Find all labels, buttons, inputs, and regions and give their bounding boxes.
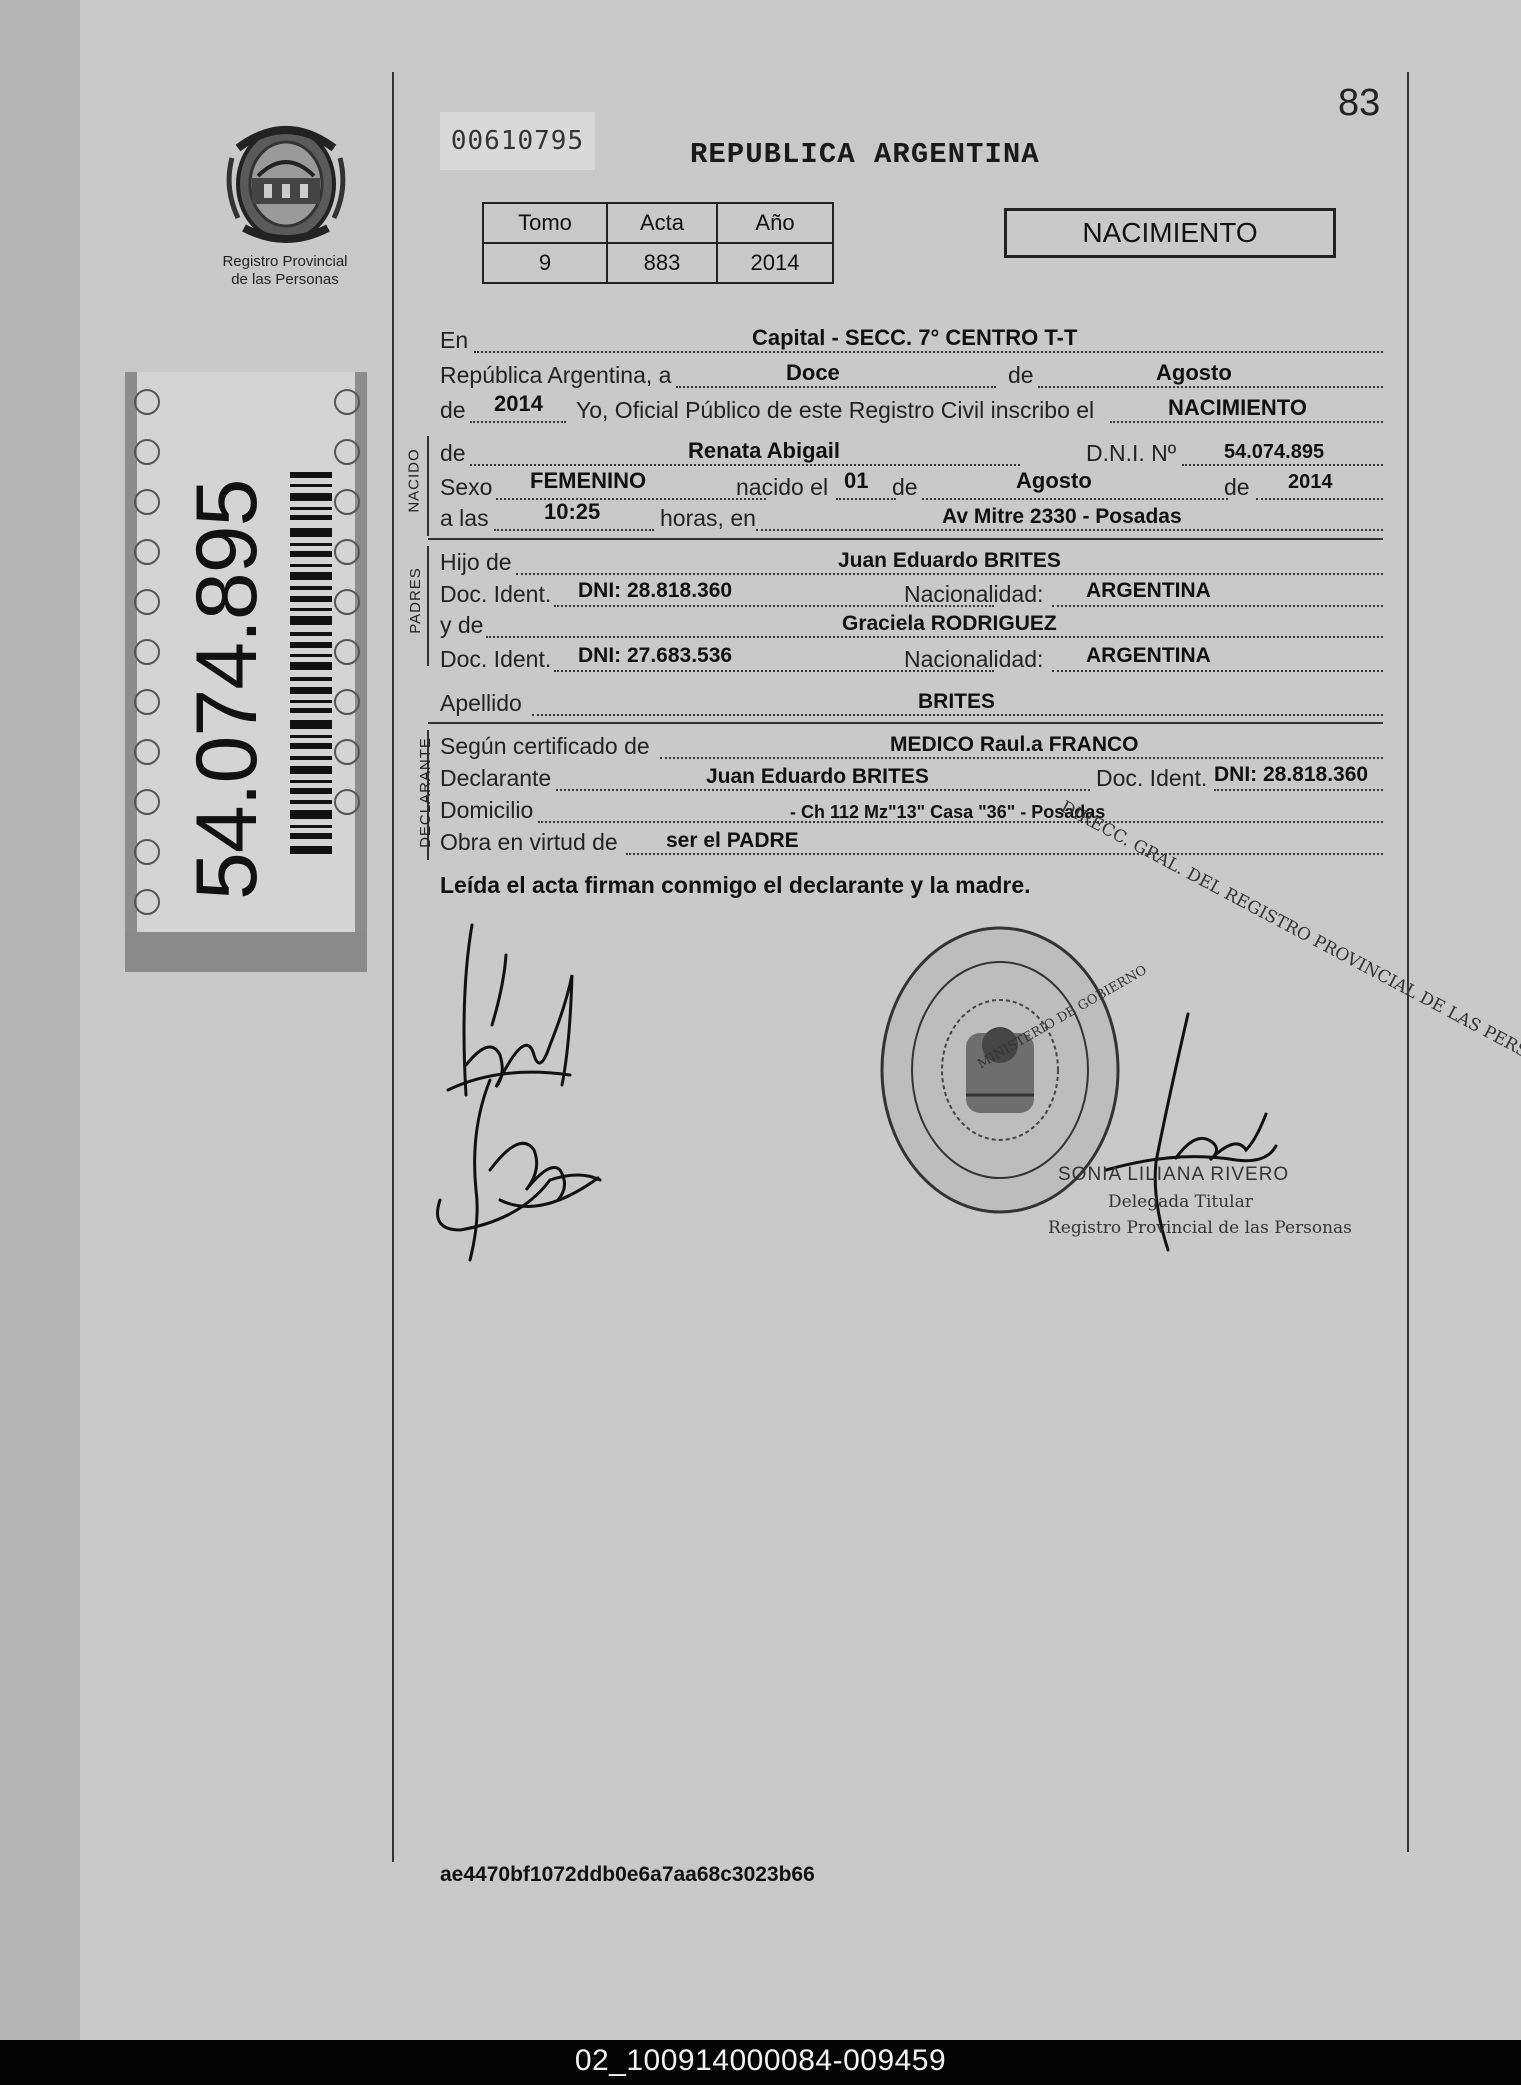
signatory-org: Registro Provincial de las Personas [1048,1218,1352,1238]
value-declarante: Juan Eduardo BRITES [706,765,929,788]
value-dia-acta: Doce [786,360,840,385]
value-tomo: 9 [483,243,607,283]
value-mes-acta: Agosto [1156,360,1232,385]
row-padre-doc [440,581,1383,611]
label-nacido-el: nacido el [736,474,829,500]
label-nacionalidad-padre: Nacionalidad: [904,581,1044,607]
row-certificado [440,733,1383,763]
label-y-de: y de [440,612,484,638]
province-emblem-icon [222,118,350,250]
value-sexo: FEMENINO [530,468,647,493]
label-sexo: Sexo [440,474,493,500]
label-de-year: de [440,397,466,423]
label-dni: D.N.I. Nº [1086,440,1177,466]
value-madre-nac: ARGENTINA [1086,644,1211,667]
label-doc-ident-padre: Doc. Ident. [440,581,552,607]
value-madre-doc: DNI: 27.683.536 [578,644,733,667]
emblem-caption-line1: Registro Provincial [222,253,348,270]
stamp-inner-text: MINISTERIO DE GOBIERNO [975,962,1150,1073]
label-segun-cert: Según certificado de [440,733,650,759]
row-hora [440,499,1383,535]
value-nombre: Renata Abigail [688,438,840,463]
value-declarante-doc: DNI: 28.818.360 [1214,763,1369,786]
label-a-las: a las [440,505,489,531]
value-lugar-nac: Av Mitre 2330 - Posadas [942,505,1182,528]
value-padre: Juan Eduardo BRITES [838,549,1061,572]
sep-apellido-declarante [428,722,1383,724]
padres-bar [427,546,429,666]
signatory-name: SONIA LILIANA RIVERO [1058,1164,1290,1185]
label-horas-en: horas, en [660,505,756,531]
label-nacionalidad-madre: Nacionalidad: [904,646,1044,672]
certificate-page [80,0,1521,2040]
value-certificado: MEDICO Raul.a FRANCO [890,733,1139,756]
closing-statement: Leída el acta firman conmigo el declarante y la madre. [440,872,1031,898]
scanner-edge [0,0,82,2040]
label-domicilio: Domicilio [440,797,534,823]
row-obra [440,829,1383,859]
row-padre [440,549,1383,579]
value-padre-doc: DNI: 28.818.360 [578,579,733,602]
side-label-declarante: DECLARANTE [416,737,434,848]
record-table [482,202,834,284]
label-de-mes: de [1008,362,1034,388]
label-oficial: Yo, Oficial Público de este Registro Civil inscribo el [576,397,1095,423]
label-de-anio-nac: de [1224,474,1250,500]
value-tipo: NACIMIENTO [1168,395,1307,420]
right-margin-line [1407,72,1409,1852]
value-obra: ser el PADRE [666,829,799,852]
serial-number: 00610795 [440,112,595,170]
row-domicilio [440,797,1383,827]
header-anio: Año [717,203,833,243]
emblem-caption [205,253,365,289]
value-hora: 10:25 [544,499,601,524]
row-madre-doc [440,646,1383,676]
row-oficial [440,391,1383,427]
nacido-bar [427,436,429,536]
label-de-mes-nac: de [892,474,918,500]
sep-nacido-padres [428,538,1383,540]
side-label-nacido: NACIDO [405,448,423,513]
sticker-dni-number: 54.074.895 [179,479,275,900]
label-obra: Obra en virtud de [440,829,618,855]
value-anio: 2014 [717,243,833,283]
row-nombre [440,440,1383,470]
header-tomo: Tomo [483,203,607,243]
value-acta: 883 [607,243,717,283]
signatory-title: Delegada Titular [1108,1192,1253,1212]
emblem-caption-line2: de las Personas [231,271,339,288]
value-lugar: Capital - SECC. 7° CENTRO T-T [752,325,1078,350]
page-number: 83 [1338,82,1381,124]
label-hijo-de: Hijo de [440,549,512,575]
value-padre-nac: ARGENTINA [1086,579,1211,602]
side-label-padres: PADRES [406,567,424,634]
row-fecha-acta [440,362,1383,392]
value-dia-nac: 01 [844,468,869,493]
label-doc-ident-madre: Doc. Ident. [440,646,552,672]
label-en: En [440,327,469,353]
value-apellido: BRITES [918,690,996,713]
header-acta: Acta [607,203,717,243]
row-madre [440,612,1383,642]
value-anio-acta: 2014 [494,391,543,416]
value-madre: Graciela RODRIGUEZ [842,612,1057,635]
label-declarante: Declarante [440,765,552,791]
mother-signature [430,1070,620,1270]
label-declarante-doc: Doc. Ident. [1096,765,1208,791]
row-lugar [440,327,1383,357]
row-declarante [440,765,1383,795]
country-title: REPUBLICA ARGENTINA [690,138,1040,171]
label-apellido: Apellido [440,690,522,716]
scan-file-id: 02_100914000084-009459 [574,2044,947,2077]
document-hash: ae4470bf1072ddb0e6a7aa68c3023b66 [440,1863,815,1886]
value-anio-nac: 2014 [1288,471,1333,493]
left-margin-line [392,72,394,1862]
row-apellido [440,690,1383,720]
value-dni: 54.074.895 [1224,441,1325,463]
label-republica: República Argentina, a [440,362,672,388]
record-type-box: NACIMIENTO [1004,208,1336,258]
value-mes-nac: Agosto [1016,468,1092,493]
value-domicilio: - Ch 112 Mz"13" Casa "36" - Posadas [790,802,1106,822]
label-de-nombre: de [440,440,466,466]
